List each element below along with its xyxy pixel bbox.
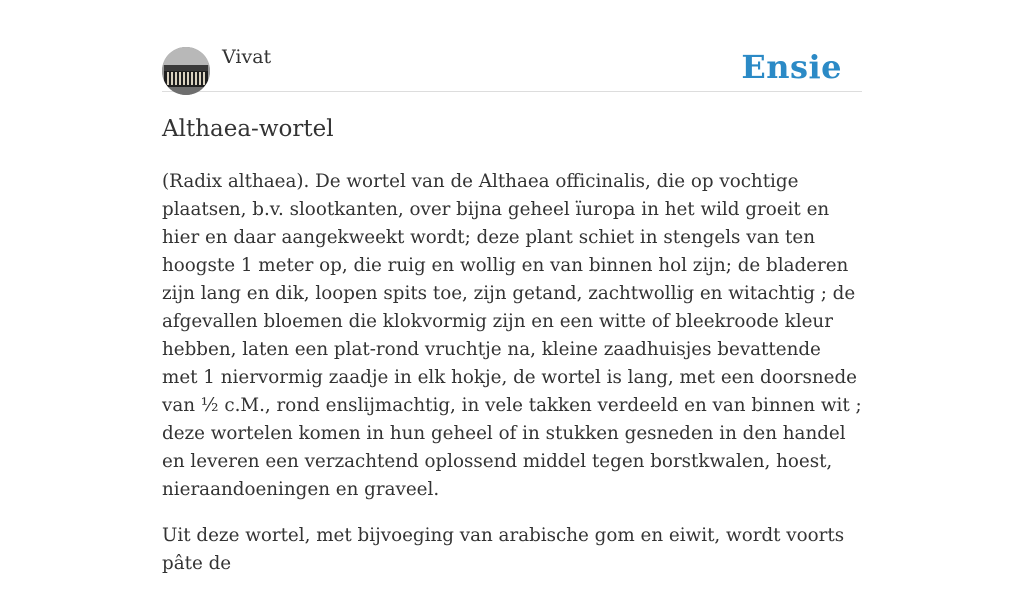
- typewriter-avatar-image: [162, 47, 210, 95]
- article-paragraph: (Radix althaea). De wortel van de Althaea officinalis, die op vochtige plaatsen, b.v. slootkanten, over bijna geheel ïuropa in het wild groeit en hier en daar aangekweekt wordt; deze plant schiet in stengels van ten hoogste 1 meter op, die ruig en wollig en van binnen hol zijn; de bladeren zijn lang en dik, loopen spits toe, zijn getand, zachtwollig en witachtig ; de afgevallen bloemen die klokvormig zijn en een witte of bleekroode kleur hebben, laten een plat-rond vruchtje na, kleine zaadhuisjes bevattende met 1 niervormig zaadje in elk hokje, de wortel is lang, met een doorsnede van ½ c.M., rond enslijmachtig, in vele takken verdeeld en van binnen wit ; deze wortelen komen in hun geheel of in stukken gesneden in den handel en leveren een verzachtend oplossend middel tegen borstkwalen, hoest, nieraandoeningen en graveel.: [162, 171, 862, 500]
- avatar[interactable]: [162, 47, 210, 95]
- article-paragraph: Uit deze wortel, met bijvoeging van arabische gom en eiwit, wordt voorts pâte de: [162, 525, 845, 574]
- author-name[interactable]: Vivat: [222, 46, 272, 68]
- page-title: Althaea-wortel: [162, 116, 334, 142]
- header: [162, 0, 862, 92]
- page-container: [162, 0, 862, 574]
- article-body: [162, 168, 862, 596]
- brand-logo[interactable]: Ensie: [741, 48, 842, 86]
